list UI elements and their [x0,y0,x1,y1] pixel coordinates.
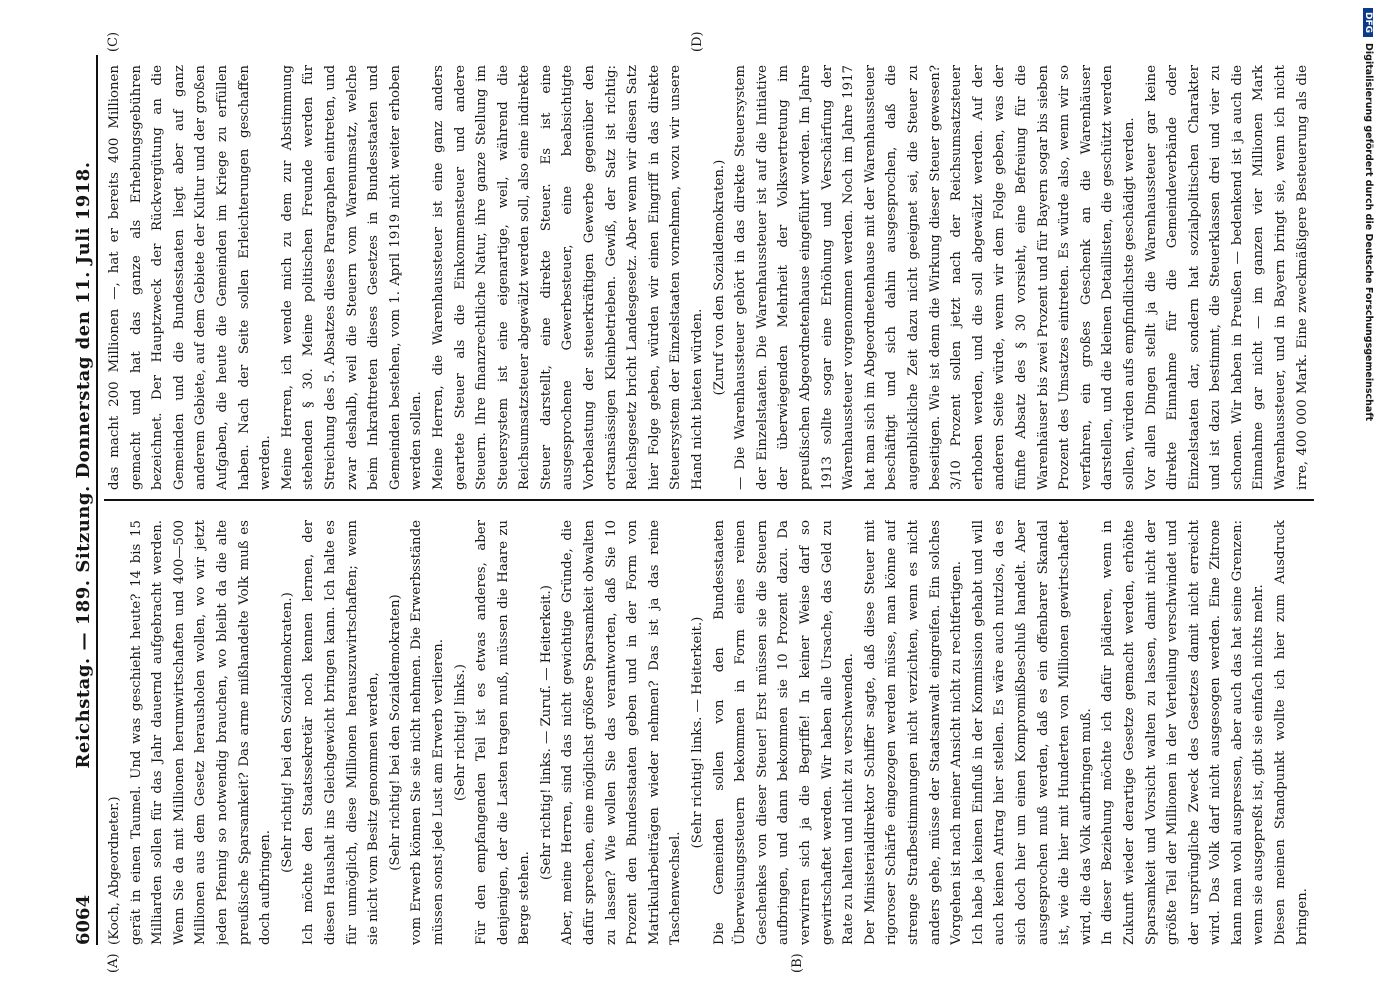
paragraph: gerät in einen Taumel. Und was geschieht heute? 14 bis 15 Milliarden sollen für das Jahr dauernd aufgebracht werden. Wenn Sie da mit Millionen herumwirtschaften und 400—500 Millionen aus dem Gesetz herausholen wollen, wo wir jetzt jeden Pfennig so notwendig brauchen, wo bleibt da die alte preußische Sparsamkeit? Das arme mißhandelte Volk muß es doch aufbringen. [128,520,274,945]
paragraph: Ich habe ja keinen Einfluß in der Kommission gehabt und will auch keinen Antrag hier stellen. Es wäre auch nutzlos, da es sich doch hier um einen Kompromißbeschluß handelt. Aber ausgesprochen muß werden, daß es ein offenbarer Skandal ist, wie die hier mit Hunderten von Millionen gewirtschaftet wird, die das Volk aufbringen muß. [970,520,1094,945]
digitization-credit: Digitalisierung gefördert durch die Deutsche Forschungsgemeinschaft [1363,43,1374,421]
header-rule [96,55,98,945]
interjection: (Sehr richtig! links.) [452,664,468,801]
interjection: (Sehr richtig! links. — Heiterkeit.) [690,616,706,849]
paragraph: Meine Herren, die Warenhaussteuer ist eine ganz anders geartete Steuer als die Einkommensteuer und andere Steuern. Ihre finanzrechtliche Natur, ihre ganze Stellung im Steuersystem ist eine eigenartige, weil, während die Reichsumsatzsteuer abgewälzt werden soll, also eine indirekte Steuer darstellt, eine direkte Steuer. Es ist eine ausgesprochene Gewerbesteuer, eine beabsichtigte Vorbelastung der steuerkräftigen Gewerbe gegenüber den ortsansässigen Kleinbetrieben. Gewiß, der Satz ist richtig: Reichsgesetz bricht Landesgesetz. Aber wenn wir diesen Satz hier Folge geben, würden wir einen Eingriff in das direkte Steuersystem der Einzelstaaten vornehmen, wozu wir unsere Hand nicht bieten würden. [430,65,706,490]
paragraph: In dieser Beziehung möchte ich dafür plädieren, wenn in Zukunft wieder derartige Gesetze gemacht werden, erhöhte Sparsamkeit und Vorsicht walten zu lassen, damit nicht der größte Teil der Millionen in der Verteilung verschwindet und der ursprüngliche Zweck des Gesetzes damit nicht erreicht wird. Das Volk darf nicht ausgesogen werden. Eine Zitrone kann man wohl auspressen, aber auch das hat seine Grenzen: wenn sie ausgepreßt ist, gibt sie einfach nichts mehr. [1100,520,1267,945]
interjection: (Zuruf von den Sozialdemokraten.) [711,159,727,396]
margin-marker-a: (A) [106,953,121,973]
margin-marker-c: (C) [106,31,121,52]
margin-marker-d: (D) [690,31,705,52]
running-title: Reichstag. — 189. Sitzung. Donnerstag den 11. Juli 1918. [72,161,94,769]
paragraph: — Die Warenhaussteuer gehört in das direkte Steuersystem der Einzelstaaten. Die Warenhaussteuer ist auf die Initiative der überwiegenden Mehrheit der Volksvertretung im preußischen Abgeordnetenhause eingeführt worden. Im Jahre 1913 sollte sogar eine Erhöhung und Verschärfung der Warenhaussteuer vorgenommen werden. Noch im Jahre 1917 hat man sich im Abgeordnetenhause mit der Warenhaussteuer beschäftigt und sich dahin ausgesprochen, daß die augenblickliche Zeit dazu nicht geeignet sei, die Steuer zu beseitigen. Wie ist denn die Wirkung dieser Steuer gewesen? 3/10 Prozent sollen jetzt nach der Reichsumsatzsteuer erhoben werden, und die soll abgewälzt werden. Auf der anderen Seite würde, wenn wir dem Folge geben, was der fünfte Absatz des § 30 vorsieht, eine Befreiung für die Warenhäuser bis zwei Prozent und für Bayern sogar bis sieben Prozent des Umsatzes eintreten. Es würde also, wenn wir so verfahren, ein großes Geschenk an die Warenhäuser darstellen, und die kleinen Detaillisten, die geschützt werden sollen, würden aufs empfindlichste geschädigt werden. [733,65,1137,490]
paragraph: vom Erwerb können Sie sie nicht nehmen. Die Erwerbsstände müssen sonst jede Lust am Erwerb verlieren. [409,520,446,945]
left-column [104,520,1314,945]
paragraph: Vor allen Dingen stellt ja die Warenhaussteuer gar keine direkte Einnahme für die Gemeindeverbände oder Einzelstaaten dar, sondern hat sozialpolitischen Charakter und ist dazu bestimmt, die Steuerklassen drei und vier zu schonen. Wir haben in Preußen — bedenkend ist ja auch die Einnahme gar nicht — im ganzen vier Millionen Mark Warenhaussteuer, und in Bayern bringt sie, wenn ich nicht irre, 400 000 Mark. Eine zweckmäßigere Besteuerung als die [1143,65,1310,490]
column-divider [104,499,1314,501]
page-number: 6064 [72,894,94,945]
interjection: (Sehr richtig! links. — Zuruf. — Heiterkeit.) [538,585,554,880]
paragraph: Für den empfangenden Teil ist es etwas anderes, aber denjenigen, der die Lasten tragen muß, müssen die Haare zu Berge stehen. [474,520,533,945]
paragraph: Die Gemeinden sollen von den Bundesstaaten Überweisungssteuern bekommen in Form eines reinen Geschenkes von dieser Steuer! Erst müssen sie die Steuern aufbringen, und dann bekommen sie 10 Prozent dazu. Da verwirren sich ja die Begriffe! In keiner Weise darf so gewirtschaftet werden. Wir haben alle Ursache, das Geld zu Rate zu halten und nicht zu verschwenden. [711,520,857,945]
interjection: (Sehr richtig! bei den Sozialdemokraten.) [279,592,295,873]
page-header [70,55,96,945]
dfg-logo: DFG [1364,8,1374,37]
paragraph: Meine Herren, ich wende mich zu dem zur Abstimmung stehenden § 30. Meine politischen Freunde werden für Streichung des 5. Absatzes dieses Paragraphen eintreten, und zwar deshalb, weil die Steuern vom Warenumsatz, welche beim Inkrafttreten dieses Gesetzes in Bundesstaaten und Gemeinden bestehen, vom 1. April 1919 nicht weiter erhoben werden sollen. [279,65,425,490]
speaker-note: (Koch, Abgeordneter.) [107,796,122,945]
paragraph: das macht 200 Millionen —, hat er bereits 400 Millionen gemacht und hat das ganze als Erhebungsgebühren bezeichnet. Der Hauptzweck der Rückvergütung an die Gemeinden und die Bundesstaaten liegt aber auf ganz anderem Gebiete, auf dem Gebiete der Kultur und der großen Aufgaben, die heute die Gemeinden im Kriege zu erfüllen haben. Nach der Seite sollen Erleichterungen geschaffen werden. [107,65,274,490]
interjection: (Sehr richtig! bei den Sozialdemokraten) [387,594,403,871]
right-column [104,65,1314,490]
paragraph: Ich möchte den Staatssekretär noch kennen lernen, der diesen Haushalt ins Gleichgewicht bringen kann. Ich halte es für unmöglich, diese Millionen herauszuwirtschaften; wenn sie nicht vom Besitz genommen werden, [301,520,382,945]
paragraph: Der Ministerialdirektor Schiffer sagte, daß diese Steuer mit rigoroser Schärfe eingezogen werden müsse, man könne auf strenge Strafbestimmungen nicht verzichten, wenn es nicht anders gehe, müsse der Staatsanwalt eingreifen. Ein solches Vorgehen ist nach meiner Ansicht nicht zu rechtfertigen. [862,520,965,945]
paragraph: Diesen meinen Standpunkt wollte ich hier zum Ausdruck bringen. [1273,520,1310,945]
interjection [1313,520,1314,945]
paragraph: Aber, meine Herren, sind das nicht gewichtige Gründe, die dafür sprechen, eine möglichst größere Sparsamkeit obwalten zu lassen? Wie wollen Sie das verantworten, daß Sie 10 Prozent den Bundesstaaten geben und in der Form von Matrikularbeiträgen wieder nehmen? Das ist ja das reine Taschenwechsel. [560,520,684,945]
rotated-page [70,31,1320,973]
margin-marker-b: (B) [790,953,805,973]
